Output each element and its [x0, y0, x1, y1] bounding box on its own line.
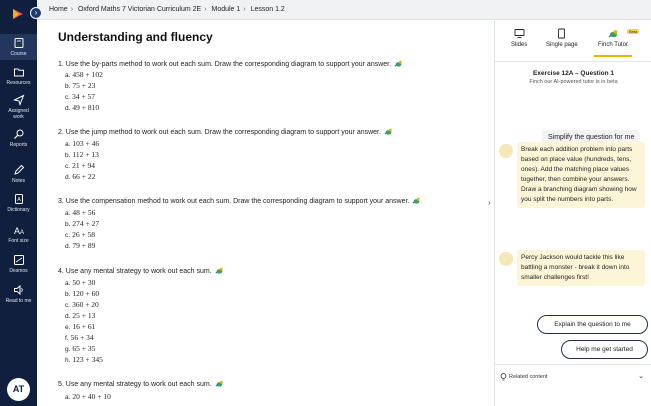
finch-tutor-icon[interactable]: [412, 196, 421, 205]
part-letter: b.: [65, 221, 71, 228]
part-letter: f.: [65, 335, 69, 342]
explain-question-button[interactable]: Explain the question to me: [537, 315, 648, 334]
part-letter: b.: [65, 83, 71, 90]
question-part: [65, 300, 99, 309]
sidebar-item-label: Read to me: [5, 298, 32, 304]
svg-text:A: A: [19, 230, 24, 236]
question-part: [65, 92, 95, 101]
part-letter: g.: [65, 346, 71, 353]
part-letter: c.: [65, 163, 71, 170]
question-part: [65, 81, 95, 90]
sidebar-item-course[interactable]: [0, 34, 37, 60]
page-title: Understanding and fluency: [58, 30, 213, 44]
sidebar-item-label: Reports: [9, 142, 28, 148]
sidebar-item-label: Notes: [11, 178, 26, 184]
part-expression: 21 + 94: [72, 161, 96, 170]
question-part: [65, 344, 95, 353]
question-part: [65, 219, 99, 228]
sidebar-item-font-size[interactable]: [0, 224, 37, 244]
chevron-right-icon: ›: [243, 6, 246, 13]
tab-label: Finch Tutor: [598, 42, 629, 48]
sidebar-item-resources[interactable]: [0, 66, 37, 86]
chevron-right-icon: ›: [204, 6, 207, 13]
question-3: [58, 196, 421, 205]
folder-icon: [13, 66, 25, 78]
part-expression: 25 + 13: [72, 311, 96, 320]
part-expression: 65 + 35: [72, 344, 96, 353]
finch-tutor-icon[interactable]: [394, 59, 403, 68]
pencil-icon: [13, 164, 25, 176]
font-size-icon: [13, 224, 25, 236]
question-part: [65, 70, 103, 79]
question-text: 1. Use the by-parts method to work out each sum. Draw the corresponding diagram to support your answer.: [58, 61, 392, 68]
breadcrumb-lesson[interactable]: Lesson 1.2: [250, 6, 285, 13]
sidebar-item-label: Font size: [8, 238, 29, 244]
part-letter: a.: [65, 141, 71, 148]
part-expression: 34 + 57: [72, 92, 96, 101]
question-part: [65, 150, 99, 159]
sidebar-item-dictionary[interactable]: [0, 193, 37, 213]
question-text: 5. Use any mental strategy to work out each sum.: [58, 381, 212, 388]
help-get-started-button[interactable]: Help me get started: [561, 340, 648, 359]
part-expression: 56 + 34: [70, 333, 94, 342]
finch-avatar-icon: [499, 252, 513, 266]
question-text: 3. Use the compensation method to work out each sum. Draw the corresponding diagram to support your answer.: [58, 198, 410, 205]
tab-single-page[interactable]: [546, 28, 578, 48]
tab-label: Slides: [511, 42, 528, 48]
sidebar-item-label: Assigned work: [8, 108, 29, 120]
breadcrumb: [34, 0, 651, 20]
left-rail: [0, 0, 37, 406]
question-4: [58, 266, 224, 275]
tutor-message: Percy Jackson would tackle this like battling a monster - break it down into smaller challenges first!: [517, 250, 645, 286]
part-expression: 79 + 89: [72, 241, 96, 250]
question-part: [65, 241, 95, 250]
tab-finch-tutor[interactable]: [598, 28, 628, 48]
svg-text:A: A: [13, 226, 20, 236]
part-letter: a.: [65, 210, 71, 217]
calculator-icon: [13, 254, 25, 266]
part-letter: d.: [65, 105, 71, 112]
part-letter: a.: [65, 394, 71, 401]
question-part: [65, 355, 103, 364]
user-message: Simplify the question for me: [542, 130, 640, 145]
part-expression: 26 + 58: [72, 230, 96, 239]
collapse-sidebar-button[interactable]: [30, 7, 42, 19]
sidebar-item-label: Course: [10, 51, 27, 57]
question-part: [65, 103, 99, 112]
part-letter: a.: [65, 280, 71, 287]
sidebar-item-assigned-work[interactable]: [0, 94, 37, 120]
question-part: [65, 208, 95, 217]
part-expression: 103 + 46: [72, 139, 100, 148]
question-part: [65, 161, 95, 170]
speaker-icon: [13, 284, 25, 296]
reports-search-icon: [13, 128, 25, 140]
single-page-icon: [556, 28, 567, 39]
related-content-toggle[interactable]: [495, 364, 651, 388]
part-letter: e.: [65, 324, 71, 331]
avatar[interactable]: AT: [7, 378, 30, 401]
part-expression: 458 + 102: [72, 70, 103, 79]
beta-badge: Beta: [629, 29, 638, 34]
panel-tabs: [495, 20, 651, 62]
question-part: [65, 392, 111, 401]
chevron-down-icon: ⌄: [638, 373, 644, 380]
sidebar-item-desmos[interactable]: [0, 254, 37, 274]
app-logo-icon[interactable]: [11, 7, 25, 21]
breadcrumb-course[interactable]: Oxford Maths 7 Victorian Curriculum 2E: [77, 6, 202, 13]
part-expression: 123 + 345: [72, 355, 103, 364]
part-letter: b.: [65, 152, 71, 159]
finch-tutor-icon[interactable]: [215, 379, 224, 388]
chevron-right-icon: ›: [70, 6, 74, 13]
finch-tutor-icon[interactable]: [215, 266, 224, 275]
part-expression: 20 + 40 + 10: [72, 392, 111, 401]
lesson-content: [37, 20, 485, 406]
breadcrumb-module[interactable]: Module 1: [211, 6, 241, 13]
finch-avatar-icon: [499, 144, 513, 158]
sidebar-item-label: Dictionary: [7, 207, 30, 213]
part-expression: 48 + 56: [72, 208, 96, 217]
exercise-subtitle: Finch our AI-powered tutor is in beta: [529, 79, 618, 85]
part-letter: d.: [65, 243, 71, 250]
part-expression: 75 + 23: [72, 81, 96, 90]
breadcrumb-home[interactable]: Home: [49, 6, 68, 13]
question-part: [65, 278, 95, 287]
exercise-title: Exercise 12A – Question 1: [532, 70, 615, 77]
part-expression: 112 + 13: [72, 150, 99, 159]
part-expression: 49 + 810: [72, 103, 100, 112]
part-letter: h.: [65, 357, 71, 364]
question-part: [65, 139, 99, 148]
part-expression: 360 + 20: [72, 300, 99, 309]
question-part: [65, 322, 95, 331]
tutor-message: Break each addition problem into parts based on place value (hundreds, tens, ones). Add the matching place values together, then combine your answers. Draw a branching diagram showing how you split the numbers into parts.: [517, 142, 645, 208]
sidebar-item-reports[interactable]: [0, 128, 37, 148]
chevron-right-icon: ›: [34, 8, 38, 17]
exercise-header: [495, 70, 651, 85]
part-letter: c.: [65, 232, 71, 239]
part-letter: b.: [65, 291, 71, 298]
question-part: [65, 230, 95, 239]
finch-tutor-panel: [494, 20, 651, 406]
question-part: [65, 333, 94, 342]
question-part: [65, 289, 99, 298]
question-text: 2. Use the jump method to work out each sum. Draw the corresponding diagram to support your answer.: [58, 129, 381, 136]
part-letter: c.: [65, 94, 71, 101]
question-5: [58, 379, 224, 388]
part-letter: d.: [65, 174, 71, 181]
sidebar-item-label: Desmos: [9, 268, 28, 274]
question-1: [58, 59, 403, 68]
question-text: 4. Use any mental strategy to work out each sum.: [58, 268, 212, 275]
related-content-label: Related content: [509, 374, 548, 380]
part-letter: a.: [65, 72, 71, 79]
svg-text:A: A: [16, 197, 21, 203]
lightbulb-icon: [500, 373, 507, 381]
part-expression: 16 + 61: [72, 322, 96, 331]
monitor-icon: [514, 28, 525, 39]
finch-bird-icon: [608, 28, 619, 39]
sidebar-item-label: Resources: [6, 80, 31, 86]
part-expression: 66 + 22: [72, 172, 96, 181]
part-expression: 50 + 30: [72, 278, 96, 287]
send-icon: [13, 94, 25, 106]
part-expression: 274 + 27: [72, 219, 100, 228]
question-2: [58, 127, 393, 136]
book-icon: [13, 37, 25, 49]
question-part: [65, 172, 95, 181]
expand-panel-chevron-icon[interactable]: ›: [488, 198, 491, 207]
part-letter: c.: [65, 302, 71, 309]
sidebar-item-read-to-me[interactable]: [0, 284, 37, 304]
tab-label: Single page: [546, 42, 578, 48]
sidebar-item-notes[interactable]: [0, 164, 37, 184]
tab-slides[interactable]: [511, 28, 527, 48]
finch-tutor-icon[interactable]: [384, 127, 393, 136]
dictionary-icon: [13, 193, 25, 205]
part-expression: 120 + 60: [72, 289, 100, 298]
question-part: [65, 311, 95, 320]
part-letter: d.: [65, 313, 71, 320]
